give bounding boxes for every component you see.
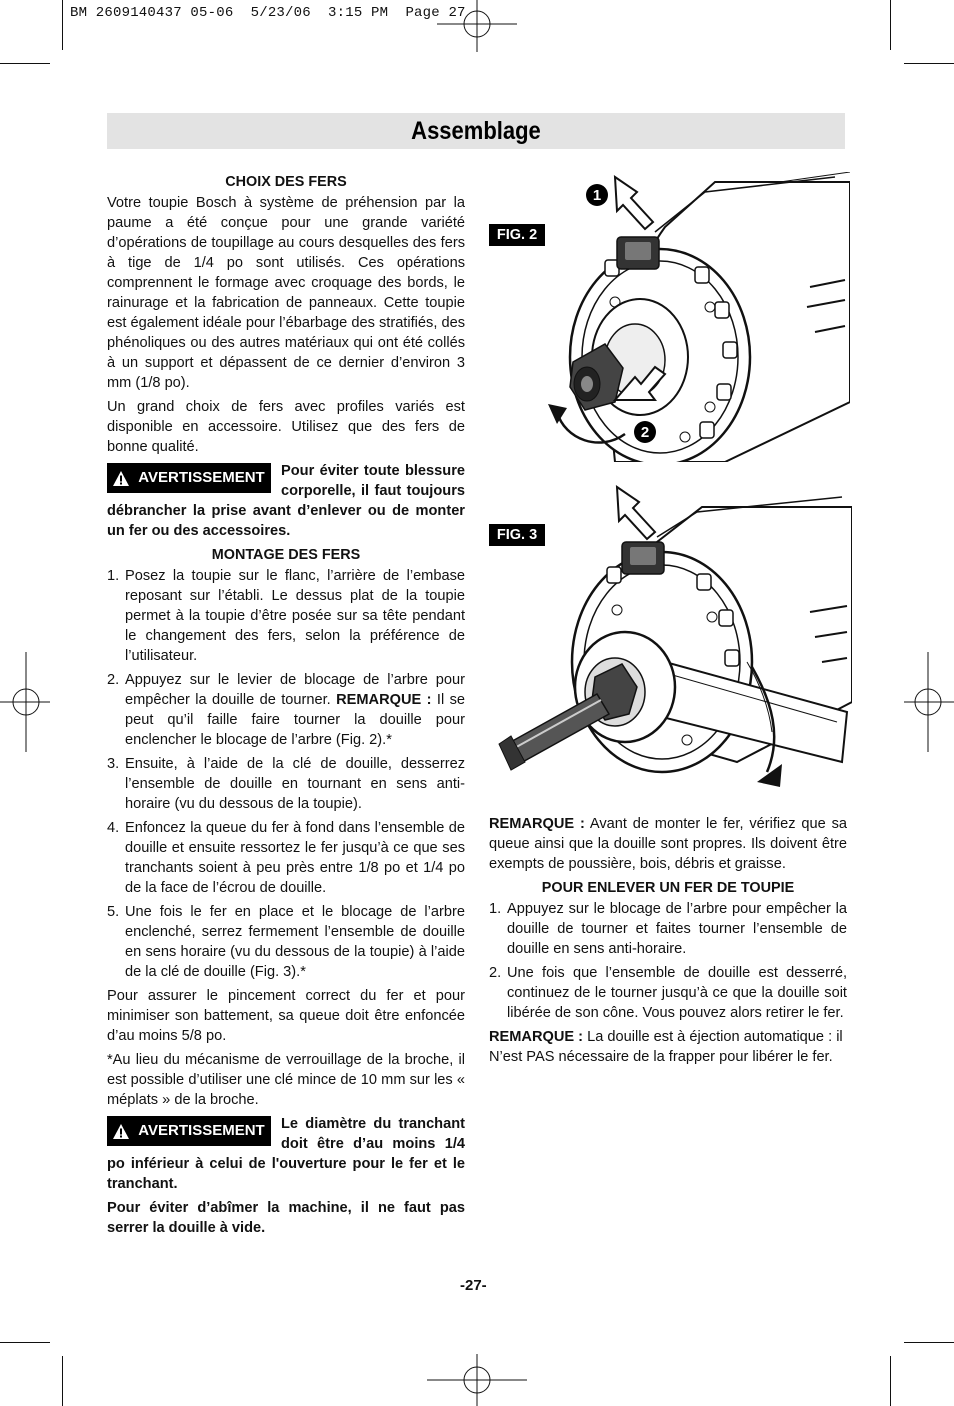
callout-1: 1 [592,187,602,204]
section-heading-montage: MONTAGE DES FERS [211,547,361,563]
right-column [489,814,847,1071]
crop-mark [890,0,891,50]
fig-3-illustration [497,482,852,792]
crop-mark [62,0,63,50]
crop-mark [890,1356,891,1406]
registration-mark-bottom [427,1354,527,1406]
page-number: -27- [460,1277,487,1294]
footnote: *Au lieu du mécanisme de verrouillage de la broche, il est possible d’utiliser une clé mince de 10 mm sur les « méplats » de la broche. [107,1052,465,1108]
note-label: REMARQUE : [489,816,585,832]
warning-text: Le diamètre du tranchant doit être d’au moins 1/4 po inférieur à celui de l'ouverture pour le fer et le tranchant. [107,1116,465,1192]
paragraph: Votre toupie Bosch à système de préhension par la paume a été conçue pour une grande variété d’opérations de toupillage au cours desquelles des fers à tige de 1/4 po sont utilisés. Ces opérations comprennent le formage avec croquage des bords, le rainurage et la fabrication de panneaux. Cette toupie est également idéale pour l’ébarbage des stratifiés, des phénoliques ou des autres matériaux qui ont été collés à un support et dépassent de ce dernier d’environ 3 mm (1/8 po). [107,195,465,391]
section-heading-choix: CHOIX DES FERS [225,174,347,190]
warning-label: AVERTISSEMENT [138,1122,265,1139]
registration-mark-left [0,652,50,752]
warning-triangle-icon [113,471,129,486]
paragraph-bold: Pour éviter d’abîmer la machine, il ne faut pas serrer la douille à vide. [107,1200,465,1236]
list-item: 1. Appuyez sur le blocage de l’arbre pour empêcher la douille de tourner et faites tourner l’ensemble de douille en sens anti-horaire. [489,901,847,957]
warning-badge [107,463,271,493]
paragraph: Pour assurer le pincement correct du fer et pour minimiser son battement, sa queue doit être enfoncée d’au moins 5/8 po. [107,988,465,1044]
crop-mark [904,1342,954,1343]
crop-mark [0,63,50,64]
section-heading-enlever: POUR ENLEVER UN FER DE TOUPIE [541,880,795,896]
registration-mark-top [437,0,517,52]
crop-mark [0,1342,50,1343]
left-column [107,172,465,1242]
list-item: 4. Enfoncez la queue du fer à fond dans l’ensemble de douille et ensuite ressortez le fer jusqu’à ce que ses tranchants soient à peu près entre 1/8 po et 1/4 po de la face de l’écrou de douille. [107,820,465,896]
enlever-steps [489,899,847,1023]
list-item: 5. Une fois le fer en place et le blocage de l’arbre enclenché, serrez fermement l’ensemble de douille en sens horaire (vu du dessous de la toupie) à l’aide de la clé de douille (Fig. 3).* [107,904,465,980]
note-label: REMARQUE : [489,1029,584,1045]
warning-block [107,461,465,541]
crop-mark [62,1356,63,1406]
fig-2-label: FIG. 2 [489,224,545,246]
warning-block [107,1114,465,1194]
fig-2-illustration [545,172,850,462]
title-bar [107,113,845,149]
paragraph: Un grand choix de fers avec profiles variés est disponible en accessoire. Utilisez que des fers de bonne qualité. [107,399,465,455]
callout-2: 2 [640,424,650,441]
page-title: Assemblage [411,117,541,145]
list-item: 2. Une fois que l’ensemble de douille est desserré, continuez de le tourner jusqu’à ce que la douille soit libérée de son cône. Vous pouvez alors retirer le fer. [489,965,847,1021]
montage-steps [107,566,465,982]
print-slug: BM 2609140437 05-06 5/23/06 3:15 PM Page 27 [70,5,466,21]
crop-mark [904,63,954,64]
note-label: REMARQUE : [336,692,432,708]
note-paragraph: REMARQUE : La douille est à éjection automatique : il N’est PAS nécessaire de la frapper pour libérer le fer. [489,1029,843,1065]
warning-triangle-icon [113,1124,129,1139]
registration-mark-right [904,652,954,752]
fig-3-label: FIG. 3 [489,524,545,546]
list-item: 2. Appuyez sur le levier de blocage de l’arbre pour empêcher la douille de tourner. REMARQUE : Il se peut qu’il faille faire tourner la douille pour enclencher le blocage de l’arbre (Fig. 2).* [107,672,465,748]
warning-text: Pour éviter toute blessure corporelle, il faut toujours débrancher la prise avant d’enlever ou de monter un fer ou des accessoires. [107,463,465,539]
note-paragraph: REMARQUE : Avant de monter le fer, vérifiez que sa queue ainsi que la douille sont propres. Ils doivent être exempts de poussière, bois, débris et graisse. [489,816,847,872]
warning-badge [107,1116,271,1146]
list-item: 1. Posez la toupie sur le flanc, l’arrière de l’embase reposant sur l’établi. Le dessus plat de la toupie permet à la toupie d’être posée sur sa tête pendant le changement des fers, selon la préférence de l’utilisateur. [107,568,465,664]
list-item: 3. Ensuite, à l’aide de la clé de douille, desserrez l’ensemble de douille en tournant en sens anti-horaire (vu du dessous de la toupie). [107,756,465,812]
warning-label: AVERTISSEMENT [138,469,265,486]
